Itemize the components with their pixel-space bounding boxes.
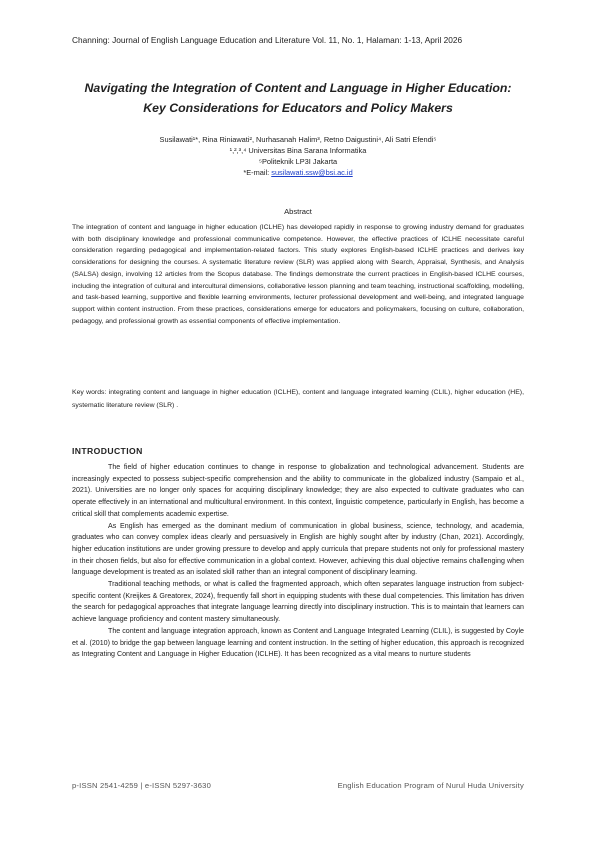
journal-header: Channing: Journal of English Language Education and Literature Vol. 11, No. 1, Halaman: 1-13, April 2026	[72, 35, 463, 45]
email-label: *E-mail:	[243, 168, 272, 177]
email-line	[72, 167, 524, 178]
introduction-heading: INTRODUCTION	[72, 446, 143, 456]
footer-issn: p-ISSN 2541-4259 | e-ISSN 5297-3630	[72, 781, 211, 790]
affiliation-secondary: ⁵Politeknik LP3I Jakarta	[258, 157, 338, 166]
paragraph: Traditional teaching methods, or what is called the fragmented approach, which often separates language instruction from subject-specific content (Kreijkes & Greatorex, 2024), frequently fall short in equipping students with these dual competencies. This limitation has driven the search for pedagogical approaches that integrate language learning directly into disciplinary instruction. This is to maintain that learners can achieve language proficiency and content mastery simultaneously.	[72, 580, 524, 624]
abstract-heading: Abstract	[284, 207, 312, 216]
affiliation-primary: ¹,²,³,⁴ Universitas Bina Sarana Informatika	[229, 146, 367, 155]
paragraph: As English has emerged as the dominant medium of communication in global business, science, technology, and academia, graduates who can convey complex ideas clearly and persuasively in English are highly sought after by industry (Chan, 2021). Accordingly, higher education institutions are under growing pressure to develop and apply curricula that prepare students not only for professional mastery in their chosen fields, but also for effective communication in a global context. However, achieving this dual objective remains challenging when language development is treated as an isolated skill rather than an integral component of disciplinary learning.	[72, 521, 524, 577]
footer-publisher: English Education Program of Nurul Huda University	[337, 781, 524, 790]
paragraph: The content and language integration approach, known as Content and Language Integrated Learning (CLIL), is suggested by Coyle et al. (2010) to bridge the gap between language learning and content instruction. In the setting of higher education, this approach is recognized as Integrating Content and Language in Higher Education (ICLHE). It has been recognized as a vital means to nurture students	[72, 626, 524, 659]
introduction-body	[72, 462, 524, 661]
paragraph: The field of higher education continues to change in response to globalization and technological advancement. Students are increasingly expected to possess subject-specific comprehension and the ability to communicate in the globalized industry (Sampaio et al., 2021). Universities are no longer only spaces for acquiring disciplinary knowledge; they are also expected to cultivate graduates who can operate effectively in an international and multicultural environment. In this context, linguistic competence, particularly in English, has become a critical skill that complements academic expertise.	[72, 463, 524, 518]
author-list: Susilawati¹*, Rina Riniawati², Nurhasanah Halim³, Retno Daigustini⁴, Ali Satri Efendi⁵	[159, 135, 437, 144]
keywords: Key words: integrating content and language in higher education (ICLHE), content and language integrated learning (CLIL), higher education (HE), systematic literature review (SLR) .	[72, 389, 524, 409]
author-block	[72, 134, 524, 178]
abstract-text: The integration of content and language in higher education (ICLHE) has developed rapidly in response to growing industry demand for graduates with both disciplinary knowledge and professional communicative competence. However, the effective practices of ICLHE necessitate careful consideration regarding pedagogical and implementation-related factors. This study explores English-based ICLHE practices and derives key considerations for designing the courses. A systematic literature review (SLR) was applied along with Search, Appraisal, Synthesis, and Analysis (SALSA) design, involving 12 articles from the Scopus database. The findings demonstrate the current practices in English-based ICLHE courses, including the integration of cultural and intercultural dimensions, collaborative lesson planning and team teaching, instructional scaffolding, modelling, and task-based learning, supportive and flexible learning environments, lecturer professional development and well-being, and integrated language support within content instruction. From these practices, considerations emerge for educators and policymakers, focusing on culture, collaboration, pedagogy, and professional growth as essential components of effective implementation.	[72, 224, 524, 325]
article-title: Navigating the Integration of Content and Language in Higher Education: Key Considerations for Educators and Policy Makers	[84, 81, 512, 115]
email-link[interactable]: susilawati.ssw@bsi.ac.id	[271, 168, 353, 177]
